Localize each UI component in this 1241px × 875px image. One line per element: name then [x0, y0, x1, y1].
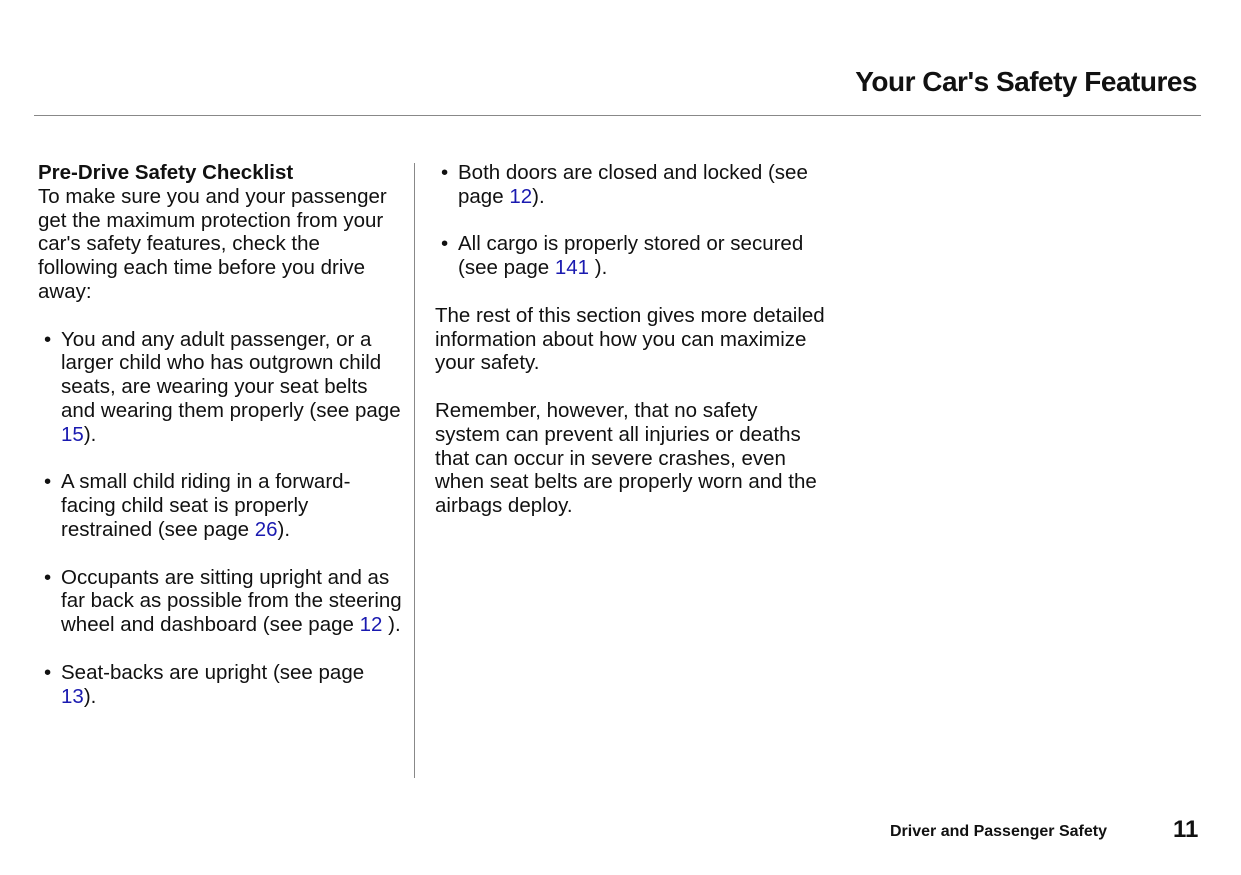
- page-link[interactable]: 12: [359, 613, 383, 637]
- bullet-icon: •: [44, 470, 52, 494]
- list-item: [38, 661, 403, 709]
- list-item: [38, 328, 403, 447]
- bullet-end: ).: [589, 256, 608, 280]
- bullet-text: You and any adult passenger, or a larger child who has outgrown child seats, are wearing your seat belts and wearing them properly (see page: [61, 327, 401, 422]
- bullet-end: ).: [382, 613, 401, 637]
- section-paragraph: The rest of this section gives more detailed information about how you can maximize your safety.: [435, 303, 825, 375]
- section-paragraph: Remember, however, that no safety system can prevent all injuries or deaths that can occur in severe crashes, even when seat belts are properly worn and the airbags deploy.: [435, 398, 817, 518]
- bullet-text: Occupants are sitting upright and as far back as possible from the steering wheel and dashboard (see page: [61, 565, 402, 637]
- page-link[interactable]: 15: [61, 422, 84, 446]
- bullet-end: ).: [83, 684, 97, 708]
- page-link[interactable]: 12: [509, 184, 533, 208]
- bullet-icon: •: [44, 565, 52, 589]
- list-item: [38, 566, 403, 637]
- middle-column: [435, 161, 825, 518]
- list-item: [38, 470, 403, 541]
- page-title: Your Car's Safety Features: [855, 66, 1197, 97]
- bullet-icon: •: [44, 660, 52, 684]
- column-divider: [414, 163, 415, 778]
- page-link[interactable]: 141: [554, 256, 590, 280]
- page-link[interactable]: 13: [61, 684, 84, 708]
- left-column: [38, 161, 403, 708]
- bullet-icon: •: [44, 327, 52, 351]
- footer-section-title: Driver and Passenger Safety: [890, 823, 1107, 840]
- bullet-end: ).: [277, 517, 291, 541]
- checklist-intro: To make sure you and your passenger get the maximum protection from your car's safety features, check the following each time before you drive away:: [38, 184, 387, 303]
- bullet-text: A small child riding in a forward-facing child seat is properly restrained (see page: [61, 470, 351, 541]
- bullet-end: ).: [532, 184, 545, 208]
- page-link[interactable]: 26: [254, 517, 278, 541]
- checklist-heading: Pre-Drive Safety Checklist: [38, 161, 294, 184]
- bullet-icon: •: [441, 232, 449, 256]
- bullet-text: Both doors are closed and locked (see page: [458, 161, 808, 208]
- list-item: [435, 232, 825, 280]
- header-divider: [34, 115, 1201, 116]
- bullet-icon: •: [441, 161, 449, 184]
- page-number: 11: [1173, 816, 1199, 843]
- bullet-text: Seat-backs are upright (see page: [61, 660, 365, 684]
- list-item: [435, 161, 825, 209]
- bullet-end: ).: [83, 422, 97, 446]
- bullet-text: All cargo is properly stored or secured (see page: [458, 232, 804, 280]
